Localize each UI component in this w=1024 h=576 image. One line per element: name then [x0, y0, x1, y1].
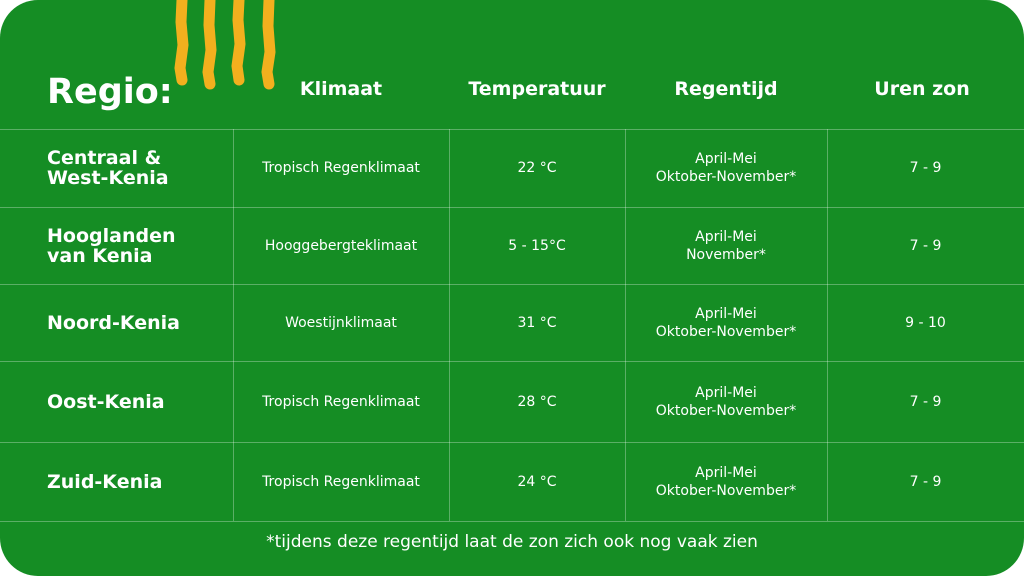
temperatuur-cell: 5 - 15°C — [508, 237, 566, 254]
table-row — [0, 361, 1024, 442]
row-divider — [0, 521, 1024, 522]
regentijd-cell — [625, 361, 827, 442]
uren-zon-cell: 7 - 9 — [909, 393, 942, 410]
regentijd-line2: Oktober-November* — [655, 169, 797, 185]
header-regio: Regio: — [47, 72, 173, 112]
temperatuur-cell: 24 °C — [517, 473, 557, 490]
temperatuur-cell: 28 °C — [517, 393, 557, 410]
regentijd-cell — [625, 442, 827, 521]
regentijd-line2: Oktober-November* — [655, 482, 797, 499]
uren-zon-cell: 7 - 9 — [909, 473, 942, 490]
regentijd-line2: Oktober-November* — [655, 402, 797, 419]
regentijd-line1: April-Mei — [695, 305, 757, 322]
regentijd-cell — [625, 284, 827, 361]
regentijd-line1: April-Mei — [695, 464, 757, 481]
klimaat-cell: Woestijnklimaat — [285, 314, 397, 331]
header-uren-zon: Uren zon — [874, 78, 970, 100]
table-row — [0, 207, 1024, 284]
klimaat-cell: Hooggebergteklimaat — [264, 237, 418, 254]
table-row — [0, 129, 1024, 207]
region-cell: Oost-Kenia — [47, 390, 165, 413]
region-cell — [47, 207, 232, 284]
header-temperatuur: Temperatuur — [468, 78, 606, 100]
footnote: *tijdens deze regentijd laat de zon zich ook nog vaak zien — [266, 532, 758, 552]
regentijd-cell — [625, 207, 827, 284]
region-name-line2: West-Kenia — [47, 167, 169, 189]
klimaat-cell: Tropisch Regenklimaat — [262, 473, 420, 490]
decorative-stripes — [172, 0, 287, 90]
uren-zon-cell: 9 - 10 — [905, 314, 946, 331]
regentijd-cell — [625, 129, 827, 207]
uren-zon-cell: 7 - 9 — [909, 160, 942, 176]
region-cell: Zuid-Kenia — [47, 470, 163, 493]
regentijd-line1: April-Mei — [695, 384, 757, 401]
region-name-line2: van Kenia — [47, 244, 153, 267]
klimaat-cell: Tropisch Regenklimaat — [262, 393, 420, 410]
region-cell: Noord-Kenia — [47, 311, 180, 334]
table-row — [0, 284, 1024, 361]
table-row — [0, 442, 1024, 521]
uren-zon-cell: 7 - 9 — [909, 237, 942, 254]
regentijd-line1: April-Mei — [695, 151, 757, 167]
region-name-line1: Centraal & — [47, 147, 162, 169]
header-regentijd: Regentijd — [674, 78, 778, 100]
regentijd-line1: April-Mei — [695, 228, 757, 245]
temperatuur-cell: 22 °C — [517, 160, 557, 176]
temperatuur-cell: 31 °C — [517, 314, 557, 331]
region-cell — [47, 129, 232, 207]
regentijd-line2: Oktober-November* — [655, 323, 797, 340]
regentijd-line2: November* — [686, 246, 766, 263]
header-klimaat: Klimaat — [299, 78, 383, 100]
klimaat-cell: Tropisch Regenklimaat — [262, 160, 420, 176]
region-name-line1: Hooglanden — [47, 224, 176, 247]
